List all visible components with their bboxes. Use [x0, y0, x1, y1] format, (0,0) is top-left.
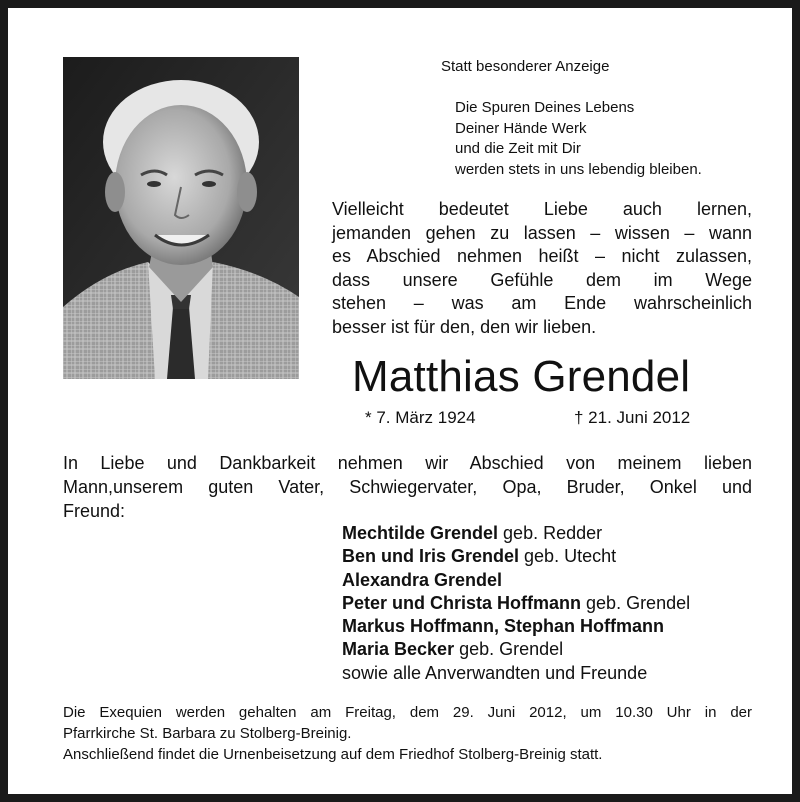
- mourners-list: [342, 522, 690, 685]
- farewell-line: In Liebe und Dankbarkeit nehmen wir Abschied von meinem lieben: [63, 453, 752, 473]
- quote-line: Vielleicht bedeutet Liebe auch lernen,: [332, 199, 752, 219]
- mourner-row: [342, 662, 690, 685]
- mourner-row: [342, 522, 690, 545]
- quote-line: dass unsere Gefühle dem im Wege: [332, 269, 752, 290]
- quote-line: es Abschied nehmen heißt – nicht zulassen,: [332, 246, 752, 266]
- mourner-note: sowie alle Anverwandten und Freunde: [342, 662, 648, 683]
- funeral-line: Anschließend findet die Urnenbeisetzung auf dem Friedhof Stolberg-Breinig statt.: [63, 746, 603, 763]
- mourner-row: [342, 592, 690, 615]
- mourner-note: geb. Grendel: [581, 592, 691, 613]
- poem-line: und die Zeit mit Dir: [455, 140, 581, 157]
- quote: [332, 198, 752, 339]
- mourner-name: Alexandra Grendel: [342, 569, 503, 590]
- portrait-photo: [63, 57, 299, 379]
- mourner-note: geb. Utecht: [519, 546, 617, 567]
- death-date: † 21. Juni 2012: [574, 408, 691, 427]
- mourner-row: [342, 638, 690, 661]
- farewell-line: Mann,unserem guten Vater, Schwiegervater, Opa, Bruder, Onkel und: [63, 477, 752, 497]
- funeral-line: Pfarrkirche St. Barbara zu Stolberg-Breinig.: [63, 725, 352, 742]
- mourner-name: Maria Becker: [342, 639, 455, 660]
- header-notice: Statt besonderer Anzeige: [441, 58, 610, 75]
- mourner-row: [342, 615, 690, 638]
- quote-line: stehen – was am Ende wahrscheinlich: [332, 293, 752, 313]
- poem: [455, 98, 702, 180]
- farewell-text: [63, 451, 752, 523]
- poem-line: Die Spuren Deines Lebens: [455, 99, 635, 116]
- mourner-name: Ben und Iris Grendel: [342, 546, 520, 567]
- farewell-line: Freund:: [63, 501, 126, 521]
- birth-date: * 7. März 1924: [365, 408, 476, 427]
- mourner-name: Mechtilde Grendel: [342, 523, 499, 543]
- mourner-row: [342, 545, 690, 568]
- quote-line: jemanden gehen zu lassen – wissen – wann: [332, 222, 752, 243]
- quote-line: besser ist für den, den wir lieben.: [332, 316, 597, 337]
- mourner-row: [342, 569, 690, 592]
- mourner-note: geb. Redder: [498, 523, 603, 543]
- mourner-name: Peter und Christa Hoffmann: [342, 592, 582, 613]
- poem-line: Deiner Hände Werk: [455, 119, 587, 137]
- portrait-image: [63, 57, 299, 379]
- mourner-name: Markus Hoffmann, Stephan Hoffmann: [342, 616, 665, 637]
- funeral-line: Die Exequien werden gehalten am Freitag, dem 29. Juni 2012, um 10.30 Uhr in der: [63, 704, 752, 721]
- funeral-details: [63, 702, 752, 765]
- deceased-name: Matthias Grendel: [352, 352, 691, 401]
- mourner-note: geb. Grendel: [454, 639, 564, 660]
- poem-line: werden stets in uns lebendig bleiben.: [455, 160, 702, 178]
